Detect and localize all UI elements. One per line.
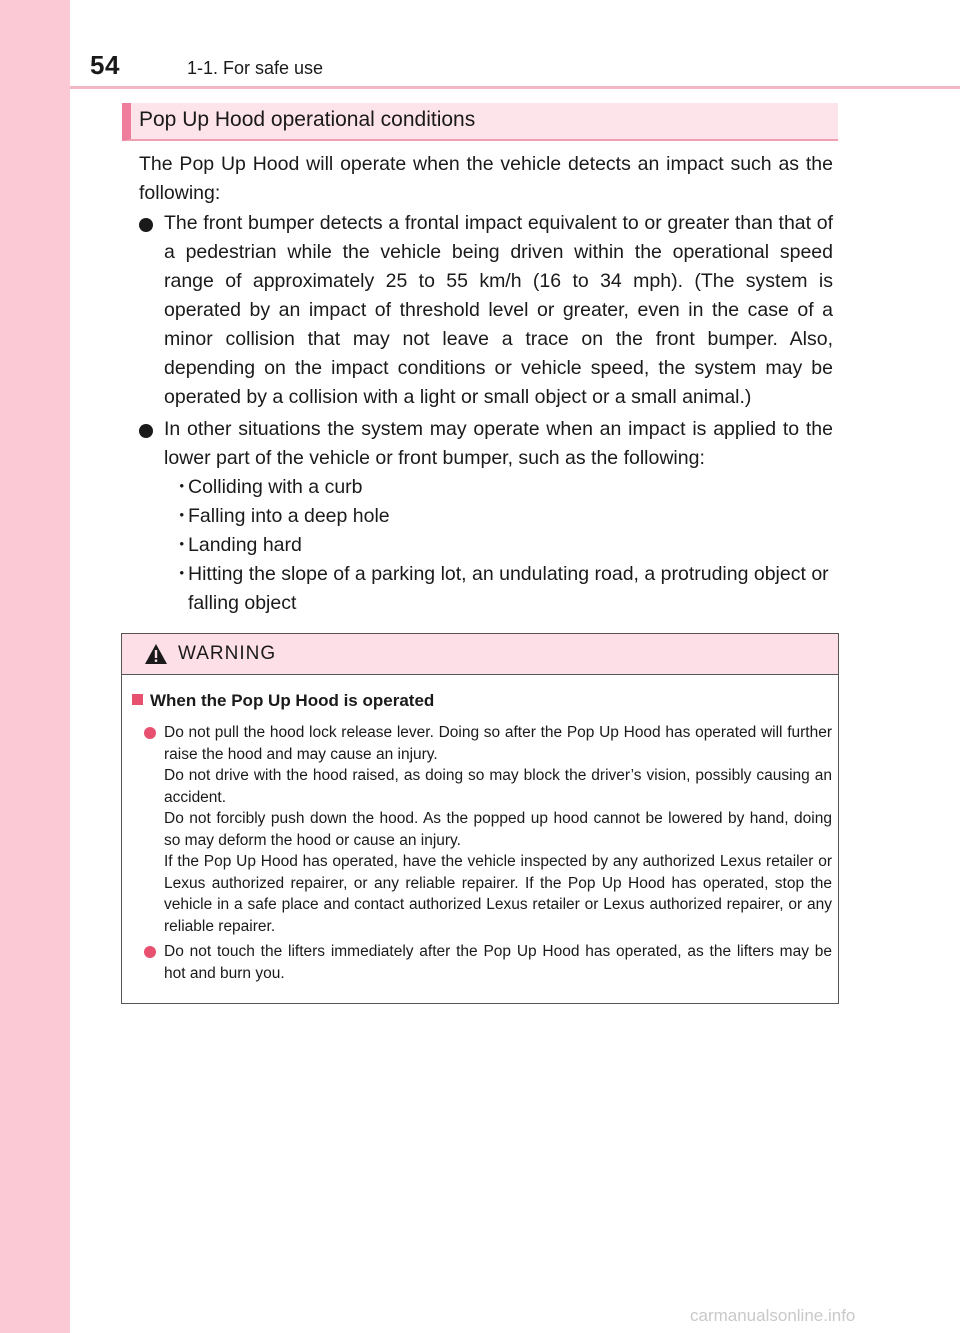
intro-paragraph: The Pop Up Hood will operate when the vehicle detects an impact such as the following:	[139, 153, 833, 204]
sub-list-item	[170, 531, 833, 560]
warning-list-item	[144, 941, 832, 984]
middle-dot-icon: ・	[172, 563, 192, 585]
list-item	[139, 209, 833, 412]
bullet-dot-icon	[144, 727, 156, 739]
warning-list-item	[144, 722, 832, 937]
middle-dot-icon: ・	[172, 505, 192, 527]
bullet-text: In other situations the system may operate when an impact is applied to the lower part of the vehicle or front bumper, such as the following:	[164, 418, 833, 469]
bullet-dot-icon	[139, 218, 153, 232]
sub-list	[170, 473, 833, 618]
warning-subheading-text: When the Pop Up Hood is operated	[150, 691, 435, 710]
warning-line: Do not forcibly push down the hood. As the popped up hood cannot be lowered by hand, doing so may deform the hood or cause an injury.	[164, 810, 832, 849]
page-number: 54	[90, 50, 120, 80]
sub-list-item	[170, 560, 833, 618]
warning-text	[164, 941, 832, 984]
section-title-bar	[122, 103, 838, 141]
warning-header	[122, 634, 838, 675]
warning-line: If the Pop Up Hood has operated, have the vehicle inspected by any authorized Lexus retailer or Lexus authorized repairer, or any reliable repairer. If the Pop Up Hood has operated, stop the vehicle in a safe place and contact authorized Lexus retailer or Lexus authorized repairer, or any reliable repairer.	[164, 853, 832, 935]
warning-title: WARNING	[178, 643, 277, 664]
middle-dot-icon: ・	[172, 534, 192, 556]
square-marker-icon	[132, 694, 143, 705]
warning-triangle-icon	[144, 643, 168, 665]
sub-list-item	[170, 473, 833, 502]
page-header	[70, 0, 960, 90]
sub-item-text: Landing hard	[188, 534, 302, 556]
watermark: carmanualsonline.info	[690, 1306, 856, 1325]
header-rule	[70, 86, 960, 89]
middle-dot-icon: ・	[172, 476, 192, 498]
sub-list-item	[170, 502, 833, 531]
sub-item-text: Falling into a deep hole	[188, 505, 390, 527]
warning-box	[121, 633, 839, 1004]
bullet-text: The front bumper detects a frontal impact equivalent to or greater than that of a pedestrian while the vehicle being driven within the operational speed range of approximately 25 to 55 km/h (16 to 34 mph). (The system is operated by an impact of threshold level or greater, even in the case of a minor collision that may not leave a trace on the front bumper. Also, depending on the impact conditions or vehicle speed, the system may be operated by a collision with a light or small object or a small animal.)	[164, 212, 833, 408]
sub-item-text: Colliding with a curb	[188, 476, 363, 498]
warning-line: Do not touch the lifters immediately after the Pop Up Hood has operated, as the lifters may be hot and burn you.	[164, 943, 832, 982]
list-item	[139, 415, 833, 473]
section-title: Pop Up Hood operational conditions	[139, 108, 476, 131]
warning-line: Do not drive with the hood raised, as doing so may block the driver’s vision, possibly causing an accident.	[164, 767, 832, 806]
warning-subheading	[132, 691, 434, 711]
warning-line: Do not pull the hood lock release lever. Doing so after the Pop Up Hood has operated will further raise the hood and may cause an injury.	[164, 724, 832, 763]
bullet-dot-icon	[139, 424, 153, 438]
warning-text	[164, 722, 832, 937]
side-band	[0, 0, 70, 1333]
sub-item-text: Hitting the slope of a parking lot, an undulating road, a protruding object or falling object	[188, 563, 829, 614]
bullet-dot-icon	[144, 946, 156, 958]
section-label: 1-1. For safe use	[187, 58, 324, 78]
